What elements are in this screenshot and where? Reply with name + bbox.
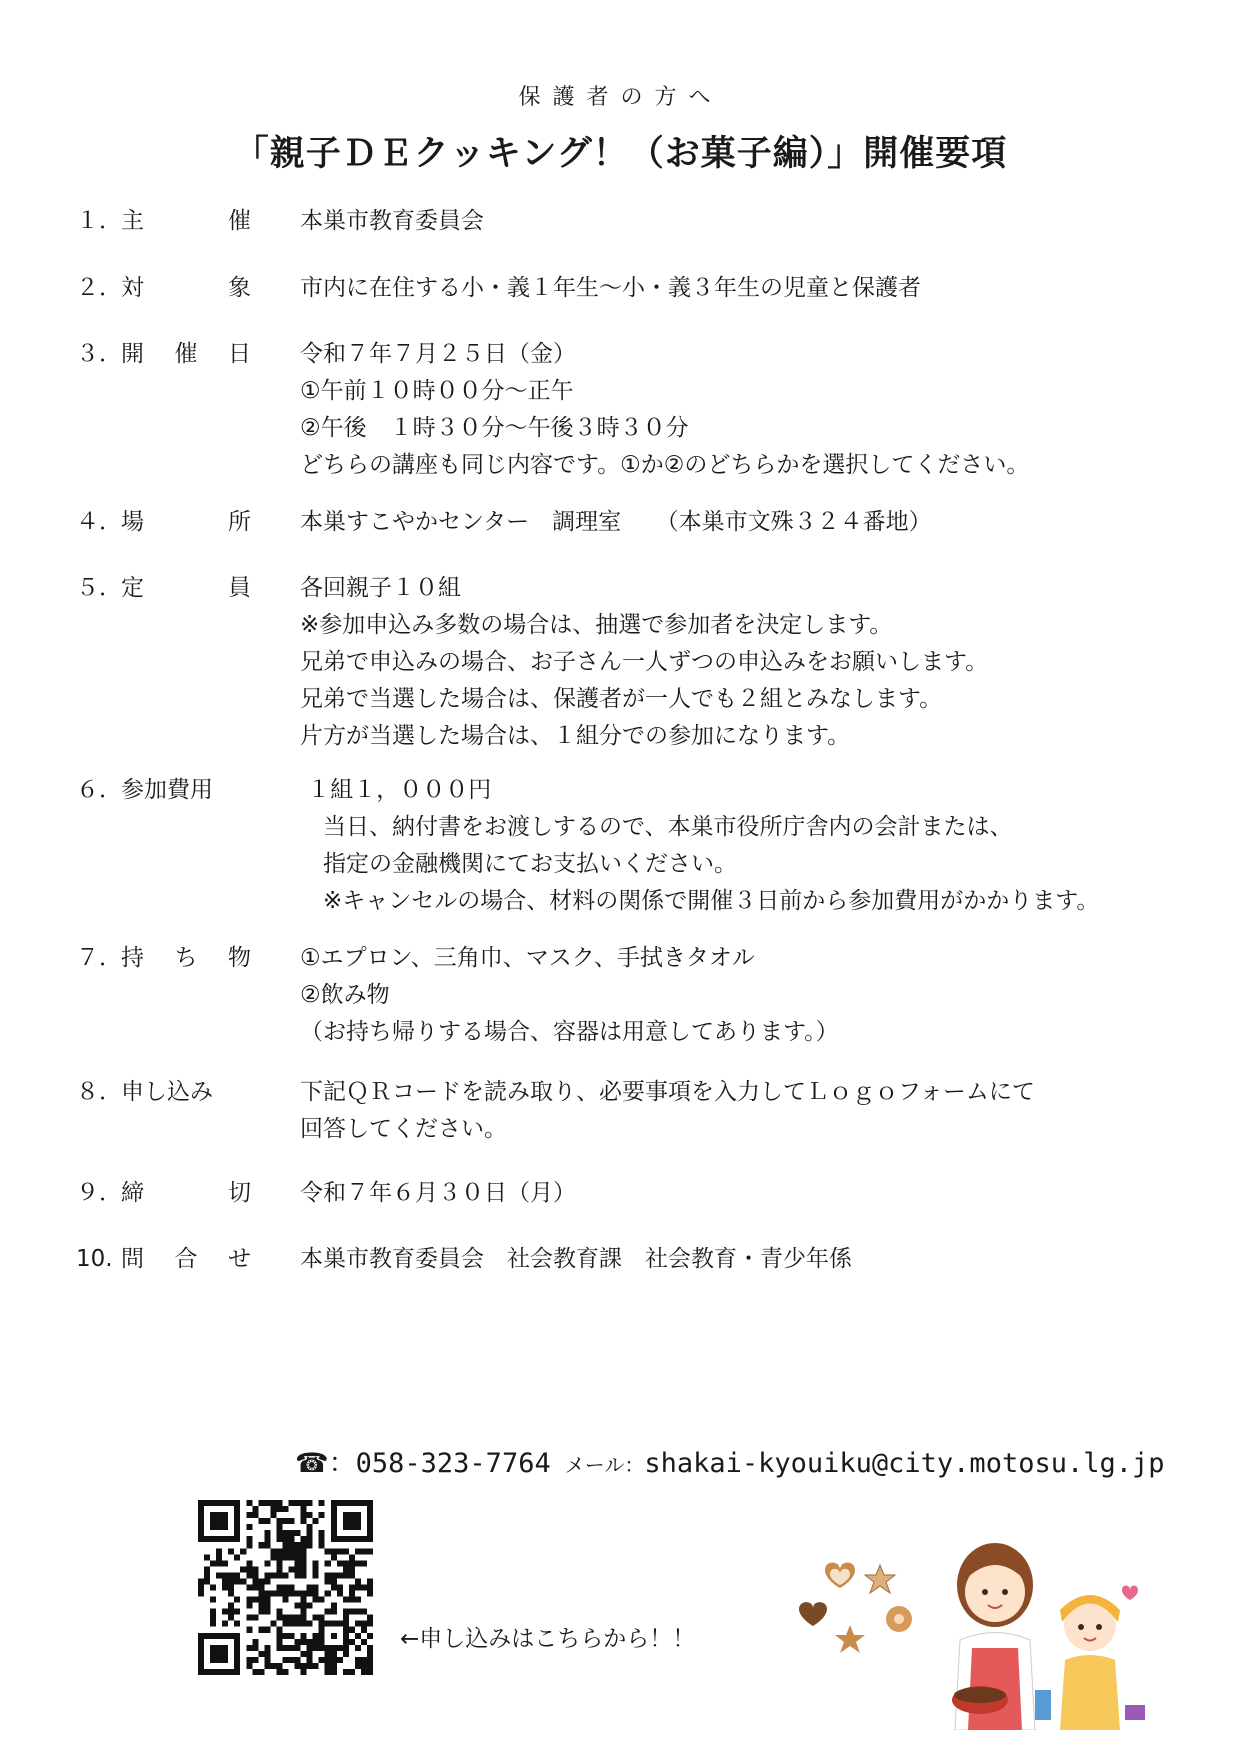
section-body xyxy=(300,504,1200,541)
section-number: 10. xyxy=(76,1246,113,1272)
section-number: ９． xyxy=(76,1180,122,1206)
section-number: ３． xyxy=(76,341,122,367)
cookie-star xyxy=(865,1565,895,1593)
section-label-char: 切 xyxy=(228,1180,251,1206)
parent-child-cooking-illustration xyxy=(790,1530,1170,1730)
section-label-char: 物 xyxy=(228,945,251,971)
section-line: ②飲み物 xyxy=(300,982,390,1008)
section-body xyxy=(300,270,1200,307)
section-label xyxy=(121,1175,251,1212)
section-label-char: 対 xyxy=(121,275,144,301)
cookie-star xyxy=(835,1625,865,1653)
section-label xyxy=(121,203,251,240)
section-line: 兄弟で申込みの場合、お子さん一人ずつの申込みをお願いします。 xyxy=(300,649,989,675)
section-line: １組１，０００円 xyxy=(300,777,492,803)
section-label xyxy=(121,570,251,607)
section-number: ８． xyxy=(76,1079,122,1105)
section-label xyxy=(121,270,251,307)
document-title: 「親子ＤＥクッキング！（お菓子編）」開催要項 xyxy=(233,134,1008,174)
section-number: ４． xyxy=(76,509,122,535)
section-line: ※キャンセルの場合、材料の関係で開催３日前から参加費用がかかります。 xyxy=(300,888,1100,914)
section-label xyxy=(121,772,251,809)
section-label-char: 締 xyxy=(121,1180,144,1206)
qr-note: ←申し込みはこちらから！！ xyxy=(400,1626,696,1652)
section-label-char: 員 xyxy=(228,575,251,601)
section-number: ７． xyxy=(76,945,122,971)
document-subtitle: 保護者の方へ xyxy=(518,85,723,110)
phone-number: ：058-323-7764 xyxy=(328,1448,551,1479)
section-label xyxy=(121,1241,251,1278)
qr-code[interactable] xyxy=(198,1500,373,1675)
section-line: 本巣市教育委員会 xyxy=(300,208,484,234)
section-line: 本巣すこやかセンター 調理室 （本巣市文殊３２４番地） xyxy=(300,509,932,535)
section-line: 片方が当選した場合は、１組分での参加になります。 xyxy=(300,723,851,749)
section-line: 令和７年６月３０日（月） xyxy=(300,1180,576,1206)
section-label-char: 参加費用 xyxy=(121,777,213,803)
section-label-char: 定 xyxy=(121,575,144,601)
section-label-char: 開 xyxy=(121,341,144,367)
section-number: ５． xyxy=(76,575,122,601)
section-label-char: 日 xyxy=(228,341,251,367)
email-address[interactable]: shakai-kyouiku@city.motosu.lg.jp xyxy=(644,1448,1165,1479)
section-body xyxy=(300,772,1200,920)
section-label xyxy=(121,940,251,977)
section-body xyxy=(300,1074,1200,1148)
section-body xyxy=(300,570,1200,755)
cookie-heart xyxy=(799,1602,827,1626)
section-body xyxy=(300,1175,1200,1212)
section-line: ①エプロン、三角巾、マスク、手拭きタオル xyxy=(300,945,755,971)
section-label-char: 催 xyxy=(174,341,198,367)
section-label-char: ち xyxy=(174,945,198,971)
section-line: ※参加申込み多数の場合は、抽選で参加者を決定します。 xyxy=(300,612,893,638)
section-body xyxy=(300,336,1200,484)
section-number: ２． xyxy=(76,275,122,301)
section-body xyxy=(300,1241,1200,1278)
section-line: （お持ち帰りする場合、容器は用意してあります。） xyxy=(300,1019,839,1045)
section-line: 回答してください。 xyxy=(300,1116,507,1142)
section-label-char: 申し込み xyxy=(121,1079,213,1105)
section-line: 各回親子１０組 xyxy=(300,575,461,601)
section-body xyxy=(300,940,1200,1051)
section-label-char: 持 xyxy=(121,945,144,971)
section-number: ６． xyxy=(76,777,122,803)
section-label xyxy=(121,336,251,373)
section-line: ①午前１０時００分～正午 xyxy=(300,378,574,404)
section-label-char: 主 xyxy=(121,208,144,234)
milk-carton xyxy=(1035,1690,1051,1720)
section-line: 当日、納付書をお渡しするので、本巣市役所庁舎内の会計または、 xyxy=(300,814,1013,840)
cupcake xyxy=(1125,1705,1145,1720)
telephone-icon: ☎ xyxy=(295,1448,329,1479)
section-label-char: 合 xyxy=(174,1246,198,1272)
section-label-char: 問 xyxy=(121,1246,144,1272)
section-line: どちらの講座も同じ内容です。①か②のどちらかを選択してください。 xyxy=(300,452,1030,478)
section-line: 指定の金融機関にてお支払いください。 xyxy=(300,851,737,877)
section-number: １． xyxy=(76,208,122,234)
section-line: 令和７年７月２５日（金） xyxy=(300,341,576,367)
section-label-char: 催 xyxy=(228,208,251,234)
mail-label: メール： xyxy=(564,1453,645,1477)
section-line: 下記ＱＲコードを読み取り、必要事項を入力してＬｏｇｏフォームにて xyxy=(300,1079,1035,1105)
mother-figure xyxy=(952,1543,1035,1730)
section-line: 本巣市教育委員会 社会教育課 社会教育・青少年係 xyxy=(300,1246,852,1272)
section-label-char: 象 xyxy=(228,275,251,301)
contact-line xyxy=(295,1441,1165,1480)
section-line: ②午後 １時３０分～午後３時３０分 xyxy=(300,415,689,441)
section-label xyxy=(121,1074,251,1111)
section-line: 市内に在住する小・義１年生～小・義３年生の児童と保護者 xyxy=(300,275,921,301)
section-label-char: 所 xyxy=(228,509,251,535)
section-label-char: せ xyxy=(228,1246,251,1272)
section-label xyxy=(121,504,251,541)
section-body xyxy=(300,203,1200,240)
section-label-char: 場 xyxy=(121,509,144,535)
section-line: 兄弟で当選した場合は、保護者が一人でも２組とみなします。 xyxy=(300,686,943,712)
cookie-heart xyxy=(825,1563,855,1589)
cookie-flower xyxy=(886,1606,912,1632)
